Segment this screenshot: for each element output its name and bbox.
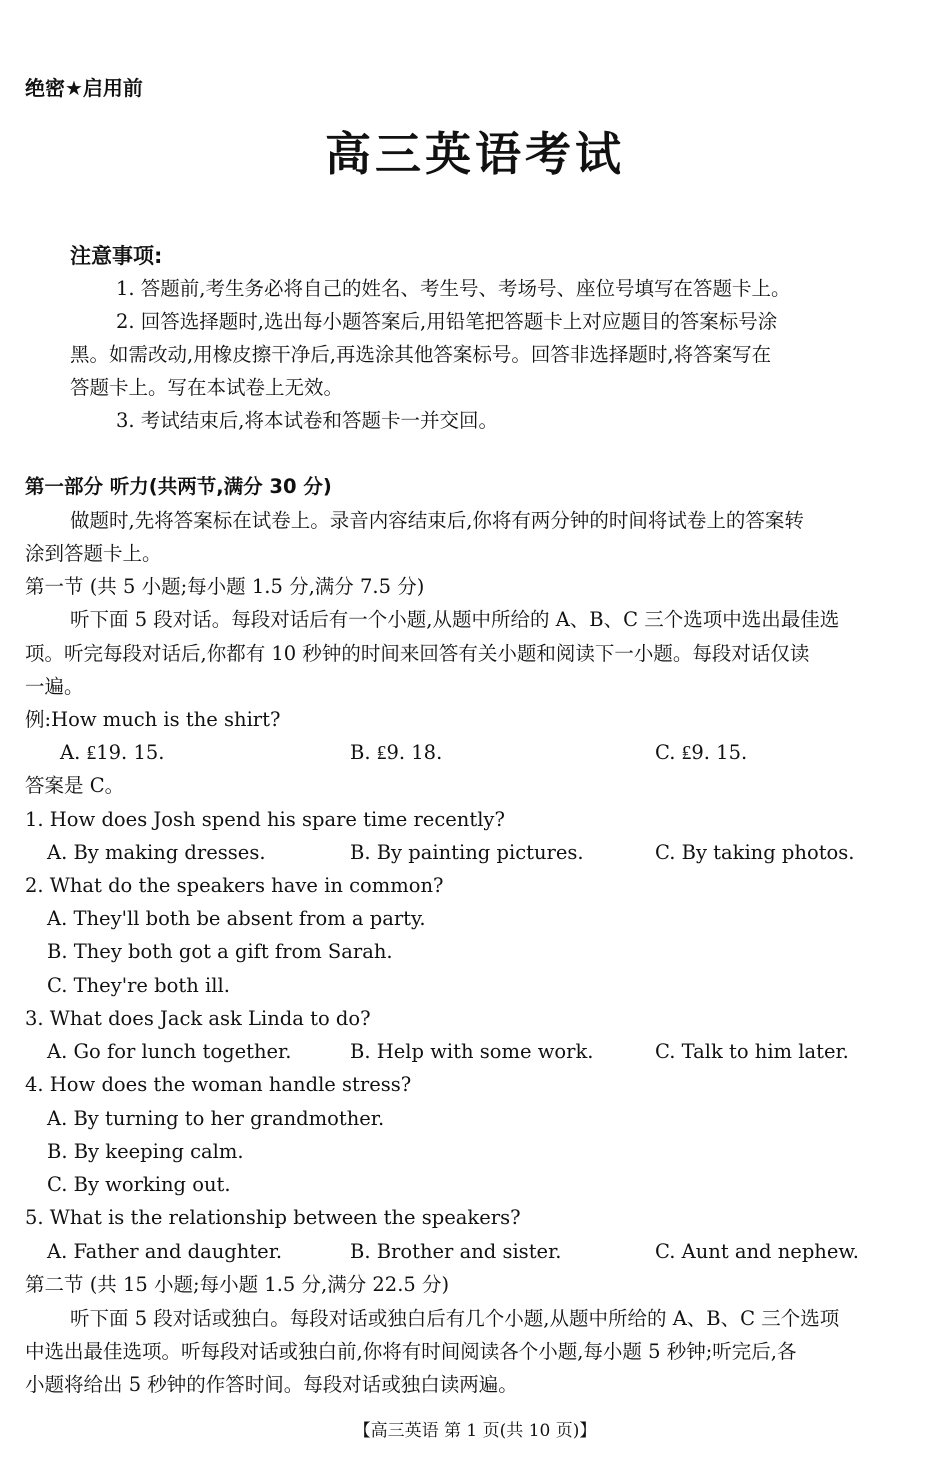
- q5-option-a: A. Father and daughter.: [47, 1240, 283, 1263]
- question-2: 2. What do the speakers have in common?: [25, 874, 444, 897]
- notice-item-3: 3. 考试结束后,将本试卷和答题卡一并交回。: [116, 409, 499, 432]
- section1-instr-3: 一遍。: [25, 675, 84, 698]
- q1-option-c: C. By taking photos.: [655, 841, 855, 864]
- q2-option-a: A. They'll both be absent from a party.: [47, 907, 426, 930]
- section2-heading: 第二节 (共 15 小题;每小题 1.5 分,满分 22.5 分): [25, 1273, 450, 1296]
- notice-item-1: 1. 答题前,考生务必将自己的姓名、考生号、考场号、座位号填写在答题卡上。: [116, 277, 791, 300]
- section2-instr-3: 小题将给出 5 秒钟的作答时间。每段对话或独白读两遍。: [25, 1373, 518, 1396]
- q4-option-b: B. By keeping calm.: [47, 1140, 244, 1163]
- example-question: 例:How much is the shirt?: [25, 708, 281, 731]
- part1-heading: 第一部分 听力(共两节,满分 30 分): [25, 475, 332, 498]
- q3-option-a: A. Go for lunch together.: [47, 1040, 292, 1063]
- section2-instr-1: 听下面 5 段对话或独白。每段对话或独白后有几个小题,从题中所给的 A、B、C 三个选项: [70, 1307, 840, 1330]
- q3-option-b: B. Help with some work.: [350, 1040, 594, 1063]
- question-5: 5. What is the relationship between the speakers?: [25, 1206, 521, 1229]
- q3-option-c: C. Talk to him later.: [655, 1040, 849, 1063]
- page-footer: 【高三英语 第 1 页(共 10 页)】: [353, 1421, 597, 1441]
- q4-option-a: A. By turning to her grandmother.: [47, 1107, 385, 1130]
- part1-intro-line1: 做题时,先将答案标在试卷上。录音内容结束后,你将有两分钟的时间将试卷上的答案转: [70, 509, 804, 532]
- example-option-a: A. ₤19. 15.: [60, 741, 165, 764]
- part1-intro-line2: 涂到答题卡上。: [25, 542, 162, 565]
- section2-instr-2: 中选出最佳选项。听每段对话或独白前,你将有时间阅读各个小题,每小题 5 秒钟;听完后,各: [25, 1340, 797, 1363]
- example-answer: 答案是 C。: [25, 774, 125, 797]
- q5-option-b: B. Brother and sister.: [350, 1240, 562, 1263]
- q1-option-a: A. By making dresses.: [47, 841, 266, 864]
- notice-heading: 注意事项:: [70, 244, 163, 268]
- exam-title: 高三英语考试: [325, 127, 625, 181]
- notice-item-2-cont2: 答题卡上。写在本试卷上无效。: [70, 376, 344, 399]
- section1-instr-2: 项。听完每段对话后,你都有 10 秒钟的时间来回答有关小题和阅读下一小题。每段对话仅读: [25, 642, 810, 665]
- question-3: 3. What does Jack ask Linda to do?: [25, 1007, 371, 1030]
- q4-option-c: C. By working out.: [47, 1173, 231, 1196]
- example-option-c: C. ₤9. 15.: [655, 741, 748, 764]
- q2-option-b: B. They both got a gift from Sarah.: [47, 940, 393, 963]
- question-4: 4. How does the woman handle stress?: [25, 1073, 412, 1096]
- q1-option-b: B. By painting pictures.: [350, 841, 584, 864]
- q5-option-c: C. Aunt and nephew.: [655, 1240, 859, 1263]
- notice-item-2: 2. 回答选择题时,选出每小题答案后,用铅笔把答题卡上对应题目的答案标号涂: [116, 310, 778, 333]
- question-1: 1. How does Josh spend his spare time recently?: [25, 808, 505, 831]
- notice-item-2-cont: 黑。如需改动,用橡皮擦干净后,再选涂其他答案标号。回答非选择题时,将答案写在: [70, 343, 772, 366]
- example-option-b: B. ₤9. 18.: [350, 741, 443, 764]
- q2-option-c: C. They're both ill.: [47, 974, 230, 997]
- confidential-label: 绝密★启用前: [25, 76, 143, 100]
- section1-heading: 第一节 (共 5 小题;每小题 1.5 分,满分 7.5 分): [25, 575, 425, 598]
- section1-instr-1: 听下面 5 段对话。每段对话后有一个小题,从题中所给的 A、B、C 三个选项中选出最佳选: [70, 608, 840, 631]
